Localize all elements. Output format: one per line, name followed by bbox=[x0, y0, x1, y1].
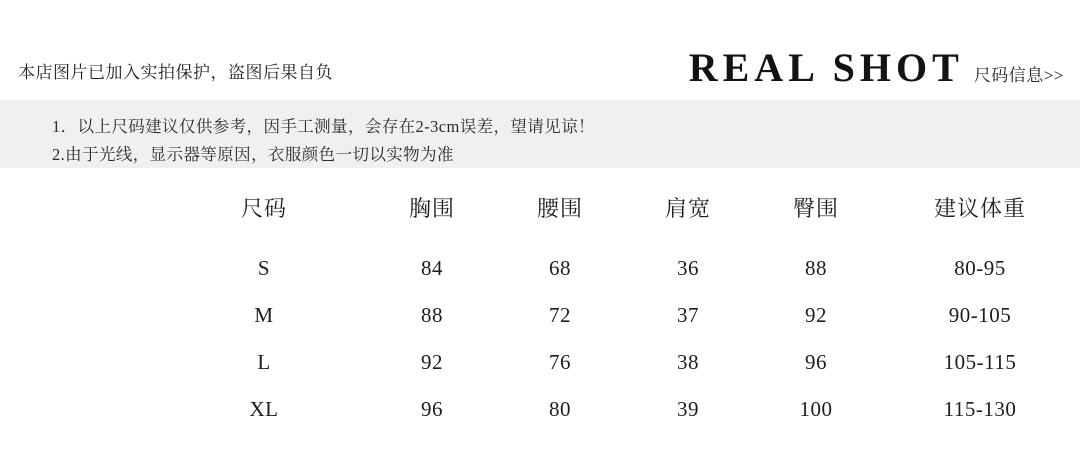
cell-waist: 72 bbox=[549, 303, 571, 327]
cell-waist: 76 bbox=[549, 350, 571, 374]
cell-size: M bbox=[254, 303, 274, 327]
notice-line-color-disclaimer: 2.由于光线，显示器等原因，衣服颜色一切以实物为准 bbox=[52, 145, 454, 164]
cell-bust: 84 bbox=[421, 256, 443, 280]
cell-size: XL bbox=[249, 397, 279, 421]
notice-line-measurement-tolerance: 1．以上尺码建议仅供参考，因手工测量，会存在2-3cm误差，望请见谅！ bbox=[52, 117, 595, 136]
cell-bust: 92 bbox=[421, 350, 443, 374]
size-chart-table bbox=[0, 188, 1080, 433]
column-header-hip: 臀围 bbox=[792, 196, 839, 221]
brand-heading-block bbox=[689, 44, 1064, 91]
size-info-link: 尺码信息>> bbox=[973, 66, 1064, 85]
table-spacer-cell bbox=[0, 292, 160, 339]
cell-bust: 88 bbox=[421, 303, 443, 327]
column-header-waist: 腰围 bbox=[536, 196, 583, 221]
cell-size: S bbox=[257, 256, 271, 280]
page-title: REAL SHOT bbox=[688, 45, 964, 90]
cell-weight: 90-105 bbox=[948, 303, 1012, 327]
cell-size: L bbox=[257, 350, 271, 374]
column-header-weight: 建议体重 bbox=[933, 196, 1026, 221]
table-header-row bbox=[0, 188, 1080, 245]
cell-hip: 100 bbox=[799, 397, 833, 421]
table-row bbox=[0, 245, 1080, 292]
table-spacer-cell bbox=[0, 188, 160, 245]
cell-hip: 96 bbox=[805, 350, 827, 374]
column-header-shoulder: 肩宽 bbox=[664, 196, 711, 221]
table-row bbox=[0, 292, 1080, 339]
cell-bust: 96 bbox=[421, 397, 443, 421]
cell-shoulder: 38 bbox=[677, 350, 699, 374]
page-header bbox=[0, 0, 1080, 92]
notice-band bbox=[0, 100, 1080, 168]
column-header-bust: 胸围 bbox=[408, 196, 455, 221]
table-spacer-cell bbox=[0, 339, 160, 386]
cell-waist: 80 bbox=[549, 397, 571, 421]
cell-hip: 88 bbox=[805, 256, 827, 280]
cell-hip: 92 bbox=[805, 303, 827, 327]
table-spacer-cell bbox=[0, 386, 160, 433]
table-row bbox=[0, 386, 1080, 433]
cell-weight: 80-95 bbox=[954, 256, 1006, 280]
store-copyright-note: 本店图片已加入实拍保护，盗图后果自负 bbox=[18, 63, 333, 82]
table-row bbox=[0, 339, 1080, 386]
cell-shoulder: 37 bbox=[677, 303, 699, 327]
column-header-size: 尺码 bbox=[240, 196, 287, 221]
cell-waist: 68 bbox=[549, 256, 571, 280]
cell-shoulder: 36 bbox=[677, 256, 699, 280]
cell-shoulder: 39 bbox=[677, 397, 699, 421]
cell-weight: 105-115 bbox=[943, 350, 1017, 374]
cell-weight: 115-130 bbox=[943, 397, 1017, 421]
table-spacer-cell bbox=[0, 245, 160, 292]
